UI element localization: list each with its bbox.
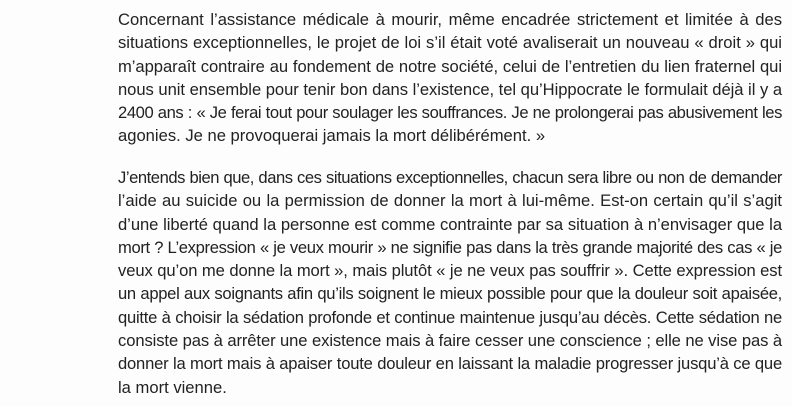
text-line: d’une liberté quand la personne est comme contrainte par sa situation à n’envisager que la	[118, 214, 782, 234]
text-line: veux qu’on me donne la mort », mais plutôt « je ne veux pas souffrir ». Cette expression est	[118, 261, 782, 281]
text-line: consiste pas à arrêter une existence mais à faire cesser une conscience ; elle ne vise pas à	[118, 331, 782, 351]
text-line: J’entends bien que, dans ces situations exceptionnelles, chacun sera libre ou non de demander	[118, 168, 782, 187]
text-line: Concernant l’assistance médicale à mourir, même encadrée strictement et limitée à des	[118, 10, 782, 29]
text-line: 2400 ans : « Je ferai tout pour soulager les souffrances. Je ne prolongerai pas abusivement les	[118, 103, 782, 123]
text-line: un appel aux soignants afin qu’ils soignent le mieux possible pour que la douleur soit apaisée,	[118, 284, 782, 304]
text-line: la mort vienne.	[118, 377, 227, 397]
text-line: m’apparaît contraire au fondement de notre société, celui de l’entretien du lien fraternel qui	[118, 56, 782, 76]
text-line: agonies. Je ne provoquerai jamais la mort délibérément. »	[118, 126, 546, 146]
text-line: l’aide au suicide ou la permission de donner la mort à lui-même. Est-on certain qu’il s’agit	[118, 191, 782, 211]
paragraph-liberte-sedation	[118, 166, 782, 399]
text-line: situations exceptionnelles, le projet de loi s’il était voté avaliserait un nouveau « droit » qui	[118, 33, 782, 53]
text-line: quitte à choisir la sédation profonde et continue maintenue jusqu’au décès. Cette sédation ne	[118, 307, 782, 327]
text-line: nous unit ensemble pour tenir bon dans l’existence, tel qu’Hippocrate le formulait déjà il y a	[118, 79, 782, 99]
text-line: mort ? L’expression « je veux mourir » ne signifie pas dans la très grande majorité des cas « je	[118, 237, 782, 257]
text-line: donner la mort mais à apaiser toute douleur en laissant la maladie progresser jusqu’à ce que	[118, 354, 782, 374]
paragraph-assistance-medicale	[118, 8, 782, 148]
